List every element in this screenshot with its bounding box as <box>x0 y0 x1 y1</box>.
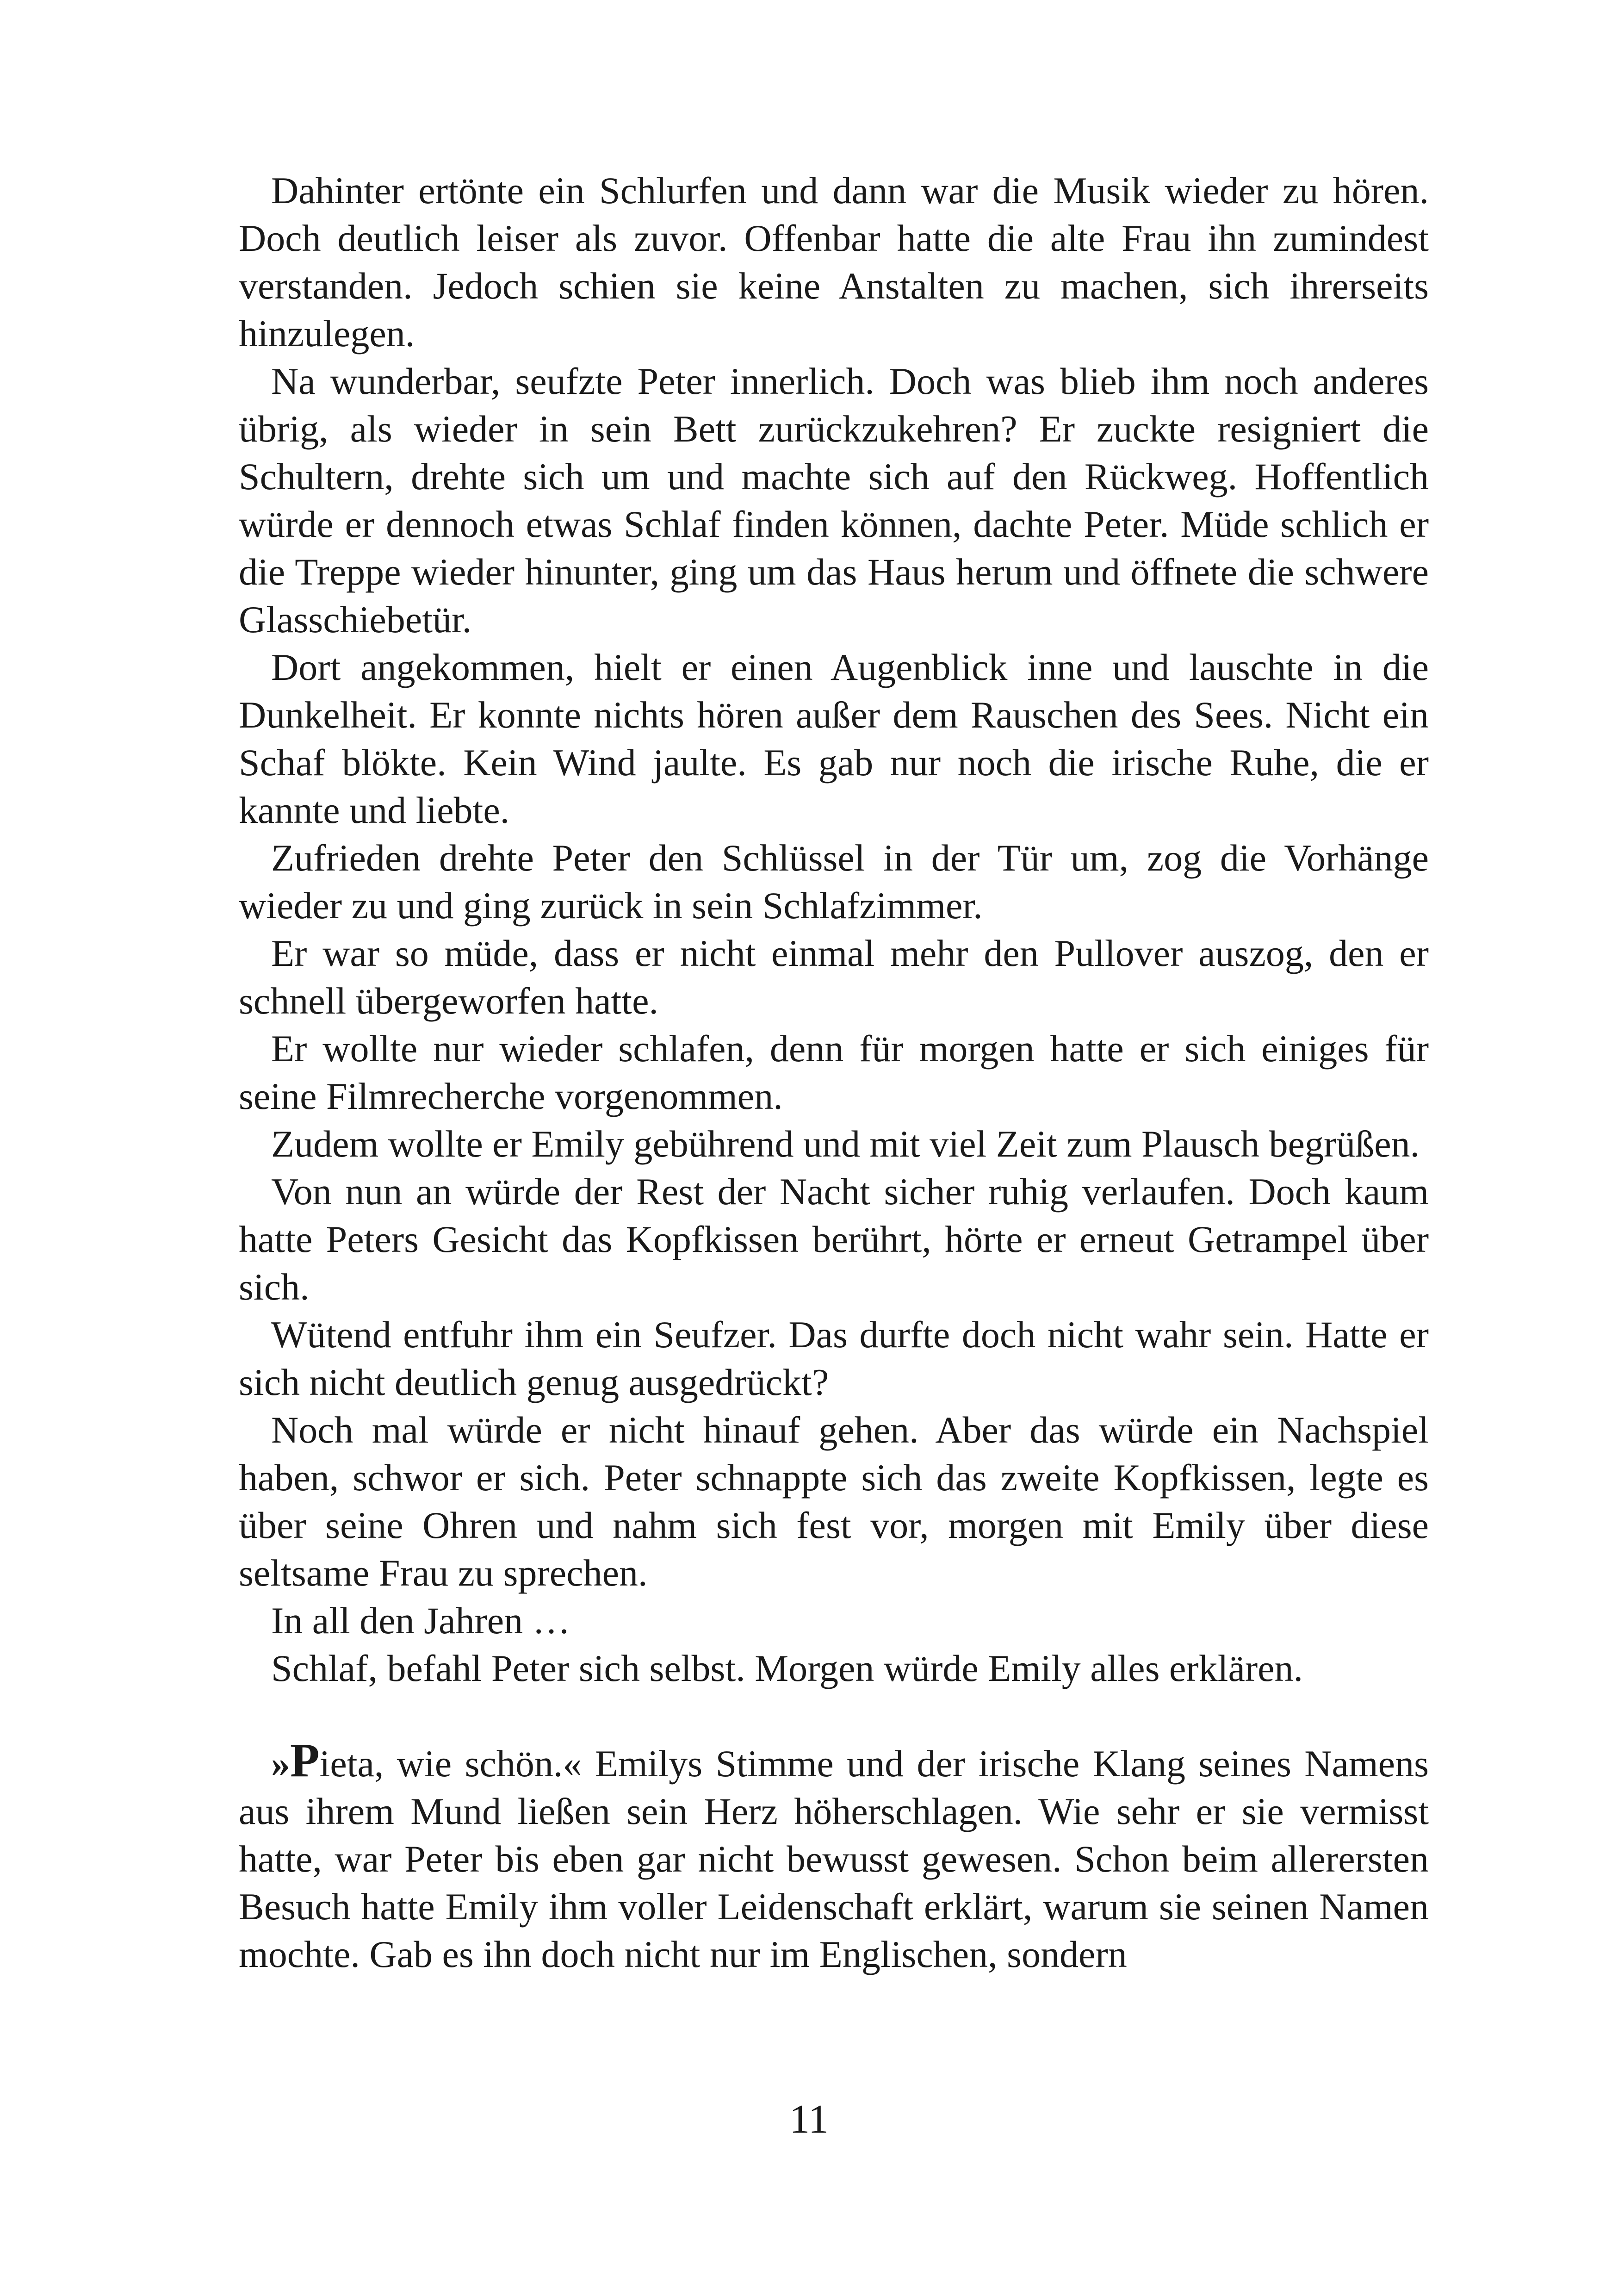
section-break <box>239 1692 1429 1740</box>
paragraph-11: In all den Jahren … <box>271 1599 570 1642</box>
paragraph-8: Von nun an würde der Rest der Nacht sicher ruhig verlaufen. Doch kaum hatte Peters Gesicht das Kopfkissen berührt, hörte er erneut Getrampel über sich. <box>239 1170 1429 1308</box>
paragraph-9: Wütend entfuhr ihm ein Seufzer. Das durfte doch nicht wahr sein. Hatte er sich nicht deutlich genug ausgedrückt? <box>239 1313 1429 1403</box>
paragraph-7: Zudem wollte er Emily gebührend und mit viel Zeit zum Plausch begrüßen. <box>271 1123 1420 1165</box>
opening-quote-mark: » <box>271 1742 290 1785</box>
initial-letter: P <box>290 1734 320 1787</box>
paragraph-1: Dahinter ertönte ein Schlurfen und dann war die Musik wieder zu hören. Doch deutlich leiser als zuvor. Offenbar hatte die alte Frau ihn zumindest verstanden. Jedoch schien sie keine Anstalten zu machen, sich ihrerseits hinzulegen. <box>239 169 1429 355</box>
paragraph-6: Er wollte nur wieder schlafen, denn für morgen hatte er sich einiges für seine Filmrecherche vorgenommen. <box>239 1027 1429 1117</box>
section-opening-text: ieta, wie schön.« Emilys Stimme und der irische Klang seines Namens aus ihrem Mund ließen sein Herz höherschlagen. Wie sehr er sie vermisst hatte, war Peter bis eben gar nicht bewusst gewesen. Schon beim allerersten Besuch hatte Emily ihm voller Leidenschaft erklärt, warum sie seinen Namen mochte. Gab es ihn doch nicht nur im Englischen, sondern <box>239 1742 1429 1975</box>
paragraph-3: Dort angekommen, hielt er einen Augenblick inne und lauschte in die Dunkelheit. Er konnte nichts hören außer dem Rauschen des Sees. Nicht ein Schaf blökte. Kein Wind jaulte. Es gab nur noch die irische Ruhe, die er kannte und liebte. <box>239 646 1429 831</box>
paragraph-10: Noch mal würde er nicht hinauf gehen. Aber das würde ein Nachspiel haben, schwor er sich. Peter schnappte sich das zweite Kopfkissen, legte es über seine Ohren und nahm sich fest vor, morgen mit Emily über diese seltsame Frau zu sprechen. <box>239 1409 1429 1594</box>
body-text <box>239 167 1429 1978</box>
paragraph-12: Schlaf, befahl Peter sich selbst. Morgen würde Emily alles erklären. <box>271 1647 1303 1689</box>
page-number: 11 <box>789 2097 829 2142</box>
paragraph-4: Zufrieden drehte Peter den Schlüssel in der Tür um, zog die Vorhänge wieder zu und ging zurück in sein Schlafzimmer. <box>239 837 1429 927</box>
paragraph-5: Er war so müde, dass er nicht einmal mehr den Pullover auszog, den er schnell übergeworfen hatte. <box>239 932 1429 1022</box>
paragraph-2: Na wunderbar, seufzte Peter innerlich. Doch was blieb ihm noch anderes übrig, als wieder in sein Bett zurückzukehren? Er zuckte resigniert die Schultern, drehte sich um und machte sich auf den Rückweg. Hoffentlich würde er dennoch etwas Schlaf finden können, dachte Peter. Müde schlich er die Treppe wieder hinunter, ging um das Haus herum und öffnete die schwere Glasschiebetür. <box>239 360 1429 641</box>
section-opening-paragraph <box>239 1734 1429 1978</box>
